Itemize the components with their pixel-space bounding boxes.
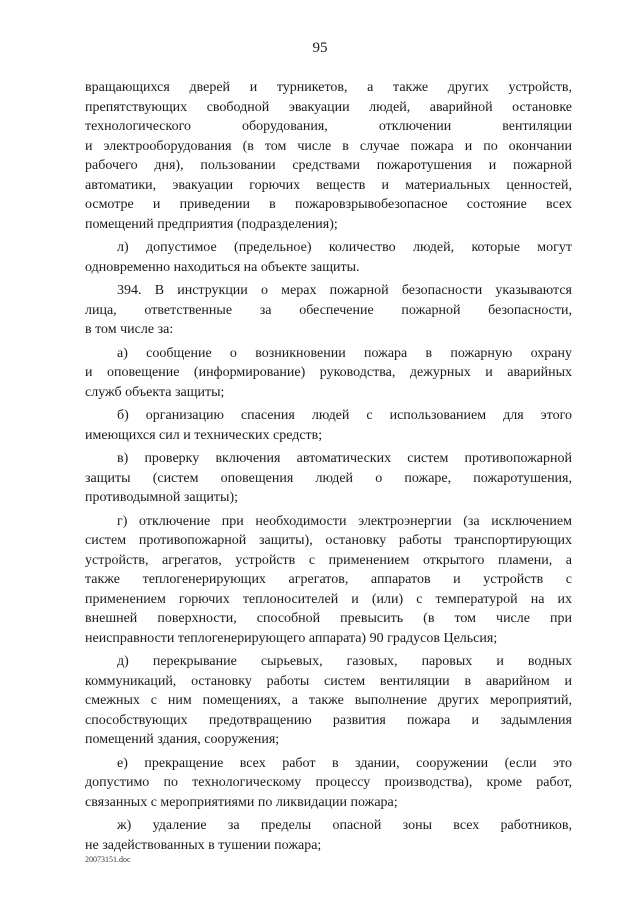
paragraph — [85, 238, 572, 277]
document-body — [85, 78, 572, 859]
paragraph — [85, 512, 572, 649]
paragraph — [85, 78, 572, 234]
text-line: одновременно находиться на объекте защиты. — [85, 259, 360, 275]
paragraph — [85, 344, 572, 403]
text-line: л) допустимое (предельное) количество людей, которые могут — [117, 240, 572, 255]
text-line: и оповещение (информирование) руководства, дежурных и аварийных — [85, 365, 572, 380]
text-line: ж) удаление за пределы опасной зоны всех работников, — [117, 818, 572, 833]
text-line: технологического оборудования, отключении вентиляции — [85, 119, 572, 134]
text-line: осмотре и приведении в пожаровзрывобезопасное состояние всех — [85, 197, 572, 212]
page-number: 95 — [312, 40, 328, 56]
text-line: защиты (систем оповещения людей о пожаре, пожаротушения, — [85, 470, 572, 486]
text-line: д) перекрывание сырьевых, газовых, паровых и водных — [117, 654, 572, 669]
text-line: противодымной защиты); — [85, 490, 238, 505]
text-line: внешней поверхности, способной превысить (в том числе при — [85, 611, 572, 626]
paragraph — [85, 816, 572, 855]
text-line: допустимо по технологическому процессу производства), кроме работ, — [85, 775, 572, 790]
text-line: вращающихся дверей и турникетов, а также других устройств, — [85, 80, 572, 95]
text-line: имеющихся сил и технических средств; — [85, 427, 323, 443]
text-line: служб объекта защиты; — [85, 384, 225, 400]
text-line: автоматики, эвакуации горючих веществ и материальных ценностей, — [85, 177, 572, 193]
text-line: коммуникаций, остановку работы систем вентиляции в аварийном и — [85, 673, 572, 689]
text-line: также теплогенерирующих агрегатов, аппаратов и устройств с — [85, 572, 572, 587]
paragraph — [85, 406, 572, 445]
paragraph — [85, 652, 572, 750]
footer-filename: 20073151.doc — [85, 855, 131, 864]
text-line: помещений здания, сооружения; — [85, 732, 280, 747]
text-line: рабочего дня), пользовании средствами пожаротушения и пожарной — [85, 158, 572, 173]
text-line: 394. В инструкции о мерах пожарной безопасности указываются — [117, 283, 572, 298]
text-line: в том числе за: — [85, 322, 174, 337]
paragraph — [85, 754, 572, 813]
text-line: неисправности теплогенерирующего аппарата) 90 градусов Цельсия; — [85, 630, 498, 646]
text-line: не задействованных в тушении пожара; — [85, 837, 322, 853]
text-line: а) сообщение о возникновении пожара в пожарную охрану — [117, 345, 572, 361]
text-line: г) отключение при необходимости электроэнергии (за исключением — [117, 513, 572, 529]
text-line: смежных с ним помещениях, а также выполнение других мероприятий, — [85, 693, 572, 708]
text-line: связанных с мероприятиями по ликвидации пожара; — [85, 794, 398, 810]
text-line: способствующих предотвращению развития пожара и задымления — [85, 712, 572, 728]
text-line: устройств, агрегатов, устройств с применением открытого пламени, а — [85, 552, 572, 568]
paragraph — [85, 281, 572, 340]
text-line: применением горючих теплоносителей и (или) с температурой на их — [85, 591, 572, 607]
text-line: помещений предприятия (подразделения); — [85, 216, 338, 232]
paragraph — [85, 449, 572, 508]
text-line: е) прекращение всех работ в здании, сооружении (если это — [117, 755, 572, 771]
text-line: препятствующих свободной эвакуации людей, аварийной остановке — [85, 99, 572, 115]
text-line: лица, ответственные за обеспечение пожарной безопасности, — [85, 302, 572, 318]
text-line: в) проверку включения автоматических систем противопожарной — [117, 451, 572, 466]
text-line: и электрооборудования (в том числе в случае пожара и по окончании — [85, 138, 572, 154]
text-line: б) организацию спасения людей с использованием для этого — [117, 408, 572, 423]
text-line: систем противопожарной защиты), остановку работы транспортирующих — [85, 533, 572, 548]
